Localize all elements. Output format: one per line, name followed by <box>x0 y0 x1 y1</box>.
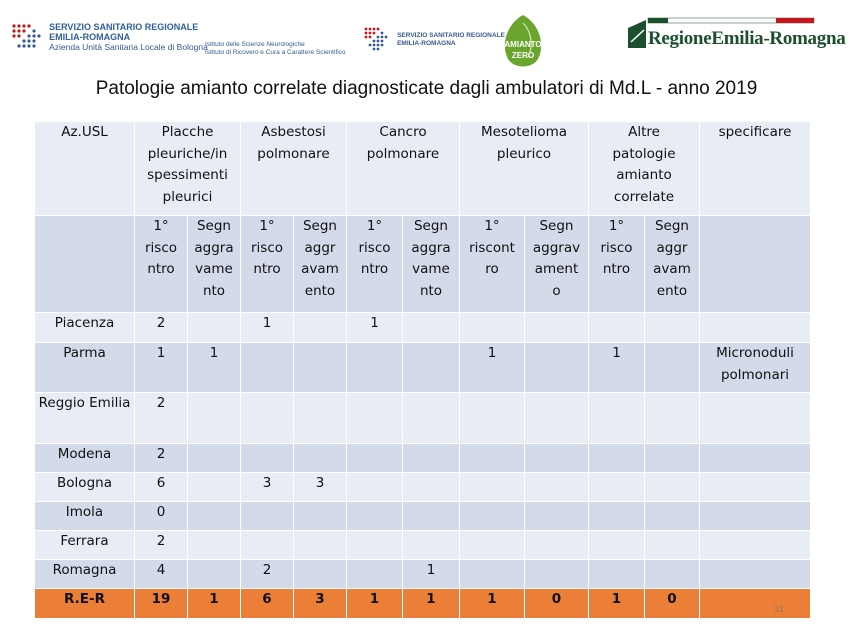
value-cell <box>403 313 460 343</box>
subheader-cell <box>403 216 460 313</box>
isn-bologna-logo <box>205 41 346 57</box>
note-cell <box>700 473 811 502</box>
header-line: Segn <box>302 218 337 234</box>
page-title: Patologie amianto correlate diagnosticate dagli ambulatori di Md.L - anno 2019 <box>95 78 758 99</box>
zero-word: ZERO <box>511 51 535 60</box>
header-line: aggr <box>656 239 688 256</box>
header-line: vame <box>412 261 450 277</box>
amianto-zero-logo <box>498 13 548 77</box>
ssr2-line-2: EMILIA-ROMAGNA <box>397 40 456 47</box>
value-cell: 3 <box>241 473 294 502</box>
header-group-5 <box>589 122 700 216</box>
value-cell: 1 <box>460 343 525 393</box>
value-cell <box>460 502 525 531</box>
subheader-cell <box>294 216 347 313</box>
value-cell <box>188 473 241 502</box>
value-cell: 2 <box>135 393 188 444</box>
header-line: risco <box>250 239 284 256</box>
header-line: nto <box>202 282 226 299</box>
value-cell <box>241 502 294 531</box>
header-line: 1° <box>259 218 275 234</box>
value-cell <box>347 531 403 560</box>
header-group-1 <box>135 122 241 216</box>
header-line: Mesotelioma <box>480 124 568 140</box>
note-line: Micronoduli <box>716 345 794 361</box>
value-cell <box>294 444 347 473</box>
total-value: 3 <box>294 589 347 619</box>
header-line: risco <box>144 239 178 256</box>
usl-name: Bologna <box>35 473 135 502</box>
value-cell <box>589 560 645 589</box>
header-line: pleurici <box>162 188 213 205</box>
header-line: Asbestosi <box>261 124 326 140</box>
isn-line-1: Istituto delle Scienze Neurologiche <box>205 41 305 48</box>
total-value: 1 <box>188 589 241 619</box>
value-cell: 0 <box>135 502 188 531</box>
subheader-cell <box>589 216 645 313</box>
value-cell: 1 <box>188 343 241 393</box>
value-cell <box>525 502 589 531</box>
subheader-cell <box>241 216 294 313</box>
note-cell <box>700 502 811 531</box>
leaf-icon <box>498 13 548 73</box>
header-line: ntro <box>602 261 631 277</box>
value-cell <box>460 313 525 343</box>
header-line: Segn <box>196 218 231 234</box>
subheader-cell <box>188 216 241 313</box>
value-cell: 2 <box>135 444 188 473</box>
value-cell: 1 <box>403 560 460 589</box>
note-cell <box>700 393 811 444</box>
header-line: ento <box>656 282 688 299</box>
header-line: Az.USL <box>61 124 108 140</box>
header-line: riscont <box>469 239 515 256</box>
total-value: 1 <box>460 589 525 619</box>
ssr2-line-1: SERVIZIO SANITARIO REGIONALE <box>397 32 505 39</box>
note-cell <box>700 444 811 473</box>
value-cell <box>294 531 347 560</box>
table-row <box>35 313 811 343</box>
value-cell <box>241 343 294 393</box>
value-cell <box>188 502 241 531</box>
header-specificare <box>700 122 811 216</box>
value-cell: 2 <box>241 560 294 589</box>
header-line: vame <box>195 261 233 277</box>
header-group-3 <box>347 122 460 216</box>
total-value: 1 <box>403 589 460 619</box>
header-line: specificare <box>718 124 792 140</box>
ssr1-line-1: SERVIZIO SANITARIO REGIONALE <box>49 22 199 32</box>
value-cell <box>347 393 403 444</box>
value-cell <box>403 531 460 560</box>
page-number: 31 <box>774 604 785 614</box>
value-cell <box>460 393 525 444</box>
value-cell: 6 <box>135 473 188 502</box>
header-az-usl <box>35 122 135 216</box>
header-group-2 <box>241 122 347 216</box>
header-line: 1° <box>608 218 625 234</box>
table-row <box>35 393 811 444</box>
value-cell <box>294 393 347 444</box>
header-line: 1° <box>153 218 169 234</box>
value-cell <box>188 444 241 473</box>
value-cell <box>645 313 700 343</box>
ssr2-text <box>397 32 505 48</box>
header-line: aggra <box>194 239 234 256</box>
header-line: ro <box>485 261 499 277</box>
subheader-row <box>35 216 811 313</box>
value-cell <box>347 502 403 531</box>
value-cell <box>589 473 645 502</box>
header-line: aggr <box>304 239 336 256</box>
header-line: Segn <box>539 218 574 234</box>
value-cell <box>645 343 700 393</box>
value-cell <box>525 473 589 502</box>
regione-name: RegioneEmilia-Romagna <box>648 28 846 49</box>
header-line: aggra <box>411 239 451 256</box>
usl-name: Modena <box>35 444 135 473</box>
total-value: 1 <box>589 589 645 619</box>
table-row <box>35 502 811 531</box>
header-line: ament <box>534 261 579 277</box>
header-line: risco <box>600 239 633 256</box>
header-line: Placche <box>161 124 214 140</box>
ssr1-line-2: EMILIA-ROMAGNA <box>49 32 131 42</box>
header-line: pleurico <box>496 145 552 162</box>
table-row <box>35 343 811 393</box>
value-cell: 2 <box>135 313 188 343</box>
total-value: 6 <box>241 589 294 619</box>
total-value: 0 <box>525 589 589 619</box>
value-cell <box>403 502 460 531</box>
value-cell <box>645 560 700 589</box>
value-cell <box>589 393 645 444</box>
value-cell: 1 <box>135 343 188 393</box>
total-empty <box>700 589 811 619</box>
header-line: risco <box>358 239 391 256</box>
value-cell <box>460 444 525 473</box>
value-cell <box>347 444 403 473</box>
value-cell <box>525 531 589 560</box>
pathology-table <box>34 121 811 619</box>
subheader-empty <box>35 216 135 313</box>
header-line: o <box>552 282 561 299</box>
value-cell <box>645 473 700 502</box>
header-line: Altre <box>628 124 660 140</box>
subheader-cell <box>135 216 188 313</box>
value-cell <box>241 393 294 444</box>
value-cell <box>294 502 347 531</box>
header-line: avam <box>301 261 339 277</box>
dot-grid-icon <box>10 22 44 52</box>
value-cell <box>525 343 589 393</box>
amianto-word: AMIANTO <box>504 40 542 49</box>
note-cell <box>700 531 811 560</box>
regione-emilia-romagna-logo <box>626 14 846 60</box>
dot-grid-icon <box>362 25 392 55</box>
value-cell <box>188 560 241 589</box>
header-line: pleuriche/in <box>147 145 228 162</box>
value-cell <box>589 444 645 473</box>
usl-name: Romagna <box>35 560 135 589</box>
value-cell <box>645 531 700 560</box>
value-cell <box>645 393 700 444</box>
table-row <box>35 473 811 502</box>
header-line: ntro <box>253 261 281 277</box>
note-cell <box>700 343 811 393</box>
total-value: 0 <box>645 589 700 619</box>
value-cell <box>347 343 403 393</box>
subheader-cell <box>525 216 589 313</box>
header-group-4 <box>460 122 589 216</box>
value-cell <box>460 473 525 502</box>
subheader-cell <box>347 216 403 313</box>
logo-bar <box>0 0 853 76</box>
usl-name: Imola <box>35 502 135 531</box>
value-cell <box>460 531 525 560</box>
value-cell <box>241 444 294 473</box>
value-cell: 2 <box>135 531 188 560</box>
note-line: polmonari <box>720 366 790 383</box>
total-label: R.E-R <box>35 589 135 619</box>
total-value: 19 <box>135 589 188 619</box>
value-cell <box>403 473 460 502</box>
value-cell <box>460 560 525 589</box>
usl-name: Reggio Emilia <box>35 393 135 444</box>
subheader-empty <box>700 216 811 313</box>
header-line: ento <box>304 282 336 299</box>
total-value: 1 <box>347 589 403 619</box>
value-cell <box>294 313 347 343</box>
value-cell <box>347 560 403 589</box>
header-line: Segn <box>413 218 448 234</box>
value-cell <box>403 343 460 393</box>
header-line: polmonare <box>366 145 440 162</box>
ausl-bologna-text <box>49 22 208 52</box>
header-line: spessimenti <box>147 167 228 183</box>
header-line: 1° <box>484 218 500 234</box>
value-cell <box>589 531 645 560</box>
usl-name: Parma <box>35 343 135 393</box>
value-cell <box>188 531 241 560</box>
usl-name: Piacenza <box>35 313 135 343</box>
value-cell: 4 <box>135 560 188 589</box>
header-line: nto <box>419 282 443 299</box>
header-line: Segn <box>654 218 689 234</box>
value-cell <box>525 560 589 589</box>
value-cell <box>589 313 645 343</box>
header-line: 1° <box>366 218 383 234</box>
value-cell <box>403 393 460 444</box>
note-cell <box>700 560 811 589</box>
ssr-emilia-romagna-logo <box>362 25 505 55</box>
usl-name: Ferrara <box>35 531 135 560</box>
value-cell <box>188 313 241 343</box>
total-row <box>35 589 811 619</box>
value-cell <box>294 343 347 393</box>
value-cell: 1 <box>347 313 403 343</box>
value-cell: 1 <box>241 313 294 343</box>
ssr1-line-3: Azienda Unità Sanitaria Locale di Bologna <box>49 42 208 52</box>
value-cell: 3 <box>294 473 347 502</box>
header-line: Cancro <box>379 124 427 140</box>
table-row <box>35 444 811 473</box>
ausl-bologna-logo <box>10 22 208 52</box>
value-cell <box>188 393 241 444</box>
header-line: ntro <box>360 261 389 277</box>
isn-line-2: Istituto di Ricovero e Cura a Carattere Scientifico <box>205 49 346 56</box>
subheader-cell <box>460 216 525 313</box>
header-line: amianto <box>616 167 672 183</box>
value-cell: 1 <box>589 343 645 393</box>
value-cell <box>294 560 347 589</box>
table-row <box>35 560 811 589</box>
header-line: polmonare <box>257 145 330 162</box>
value-cell <box>403 444 460 473</box>
header-line: ntro <box>147 261 175 277</box>
value-cell <box>589 502 645 531</box>
value-cell <box>525 393 589 444</box>
value-cell <box>241 531 294 560</box>
value-cell <box>347 473 403 502</box>
header-row <box>35 122 811 216</box>
value-cell <box>525 444 589 473</box>
header-line: correlate <box>613 188 675 205</box>
subheader-cell <box>645 216 700 313</box>
value-cell <box>525 313 589 343</box>
header-line: avam <box>653 261 691 277</box>
value-cell <box>645 444 700 473</box>
note-cell <box>700 313 811 343</box>
header-line: aggrav <box>532 239 581 256</box>
table-body <box>35 122 811 619</box>
value-cell <box>645 502 700 531</box>
table-row <box>35 531 811 560</box>
header-line: patologie <box>612 145 676 162</box>
